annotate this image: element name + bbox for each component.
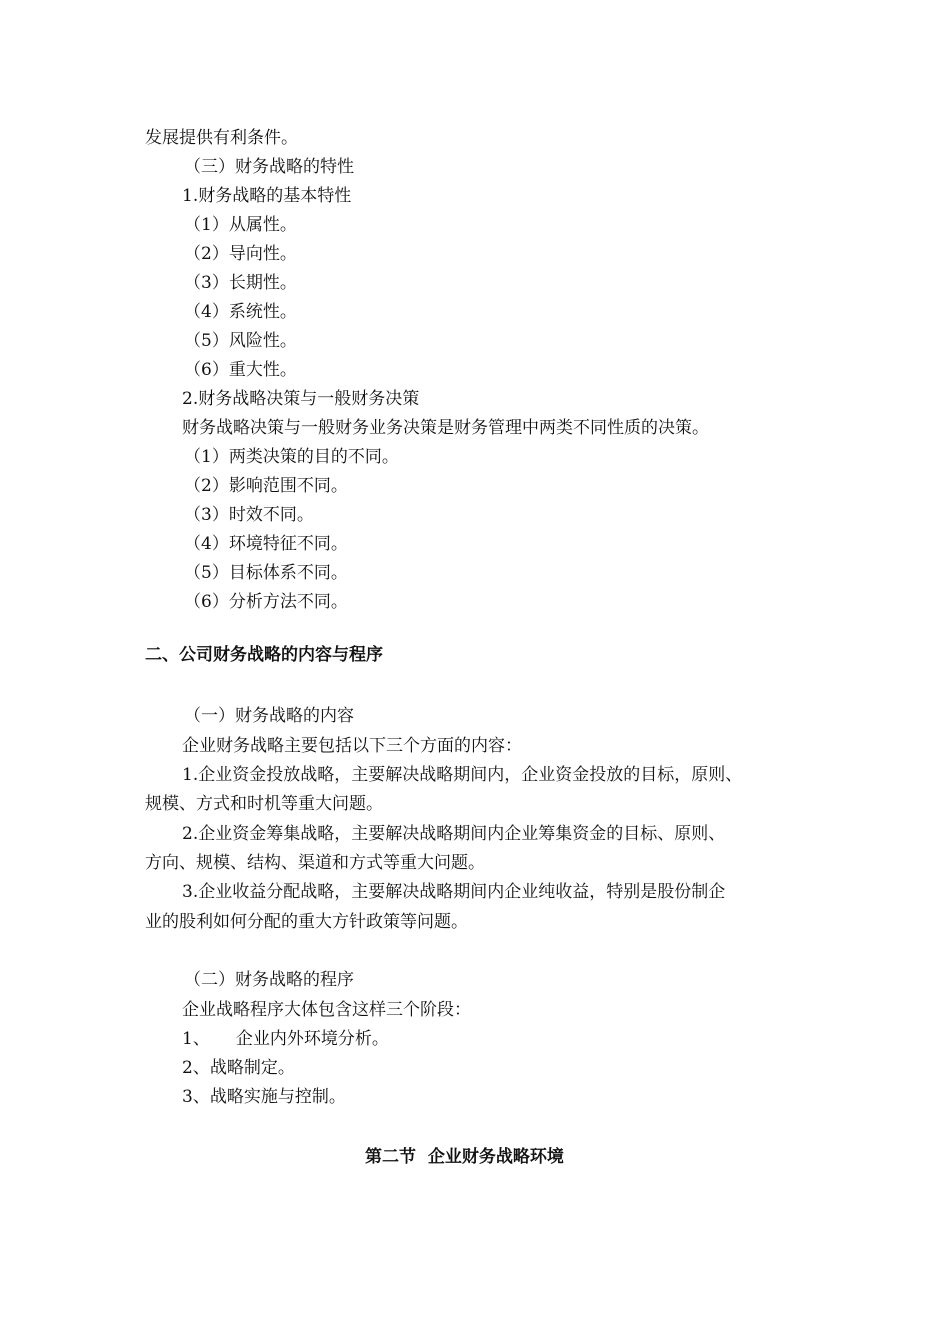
text-line: 财务战略决策与一般财务业务决策是财务管理中两类不同性质的决策。 <box>182 418 709 438</box>
text-line: 2.企业资金筹集战略，主要解决战略期间内企业筹集资金的目标、原则、 <box>182 824 726 844</box>
text-line: 1.企业资金投放战略，主要解决战略期间内，企业资金投放的目标，原则、 <box>182 765 743 785</box>
text-line: 方向、规模、结构、渠道和方式等重大问题。 <box>145 853 485 873</box>
text-line: 1.财务战略的基本特性 <box>182 186 352 206</box>
text-line: 规模、方式和时机等重大问题。 <box>145 794 383 814</box>
list-text: 企业内外环境分析。 <box>235 1029 389 1049</box>
chapter-title: 企业财务战略环境 <box>427 1147 564 1167</box>
list-item <box>182 1028 389 1050</box>
text-line: 企业战略程序大体包含这样三个阶段： <box>182 1000 471 1020</box>
list-item: 3、战略实施与控制。 <box>182 1087 346 1107</box>
list-item: （2）导向性。 <box>184 244 297 264</box>
text-line: 企业财务战略主要包括以下三个方面的内容： <box>182 736 522 756</box>
chapter-number: 第二节 <box>365 1147 416 1167</box>
list-item: 2、战略制定。 <box>182 1058 295 1078</box>
text-line: 3.企业收益分配战略，主要解决战略期间内企业纯收益，特别是股份制企 <box>182 882 726 902</box>
list-number: 1、 <box>182 1029 210 1049</box>
list-item: （3）长期性。 <box>184 273 297 293</box>
list-item: （6）分析方法不同。 <box>184 592 348 612</box>
text-line: 2.财务战略决策与一般财务决策 <box>182 389 420 409</box>
subheading: （一）财务战略的内容 <box>184 706 354 726</box>
list-item: （5）目标体系不同。 <box>184 563 348 583</box>
list-item: （1）两类决策的目的不同。 <box>184 447 399 467</box>
list-item: （5）风险性。 <box>184 331 297 351</box>
section-heading: 二、公司财务战略的内容与程序 <box>145 645 383 665</box>
list-item: （4）系统性。 <box>184 302 297 322</box>
text-line: 业的股利如何分配的重大方针政策等问题。 <box>145 912 468 932</box>
list-item: （6）重大性。 <box>184 360 297 380</box>
list-item: （4）环境特征不同。 <box>184 534 348 554</box>
list-item: （3）时效不同。 <box>184 505 314 525</box>
subheading: （三）财务战略的特性 <box>184 157 354 177</box>
text-line: 发展提供有利条件。 <box>145 128 298 148</box>
subheading: （二）财务战略的程序 <box>184 970 354 990</box>
chapter-heading <box>365 1146 564 1168</box>
list-item: （1）从属性。 <box>184 215 297 235</box>
list-item: （2）影响范围不同。 <box>184 476 348 496</box>
